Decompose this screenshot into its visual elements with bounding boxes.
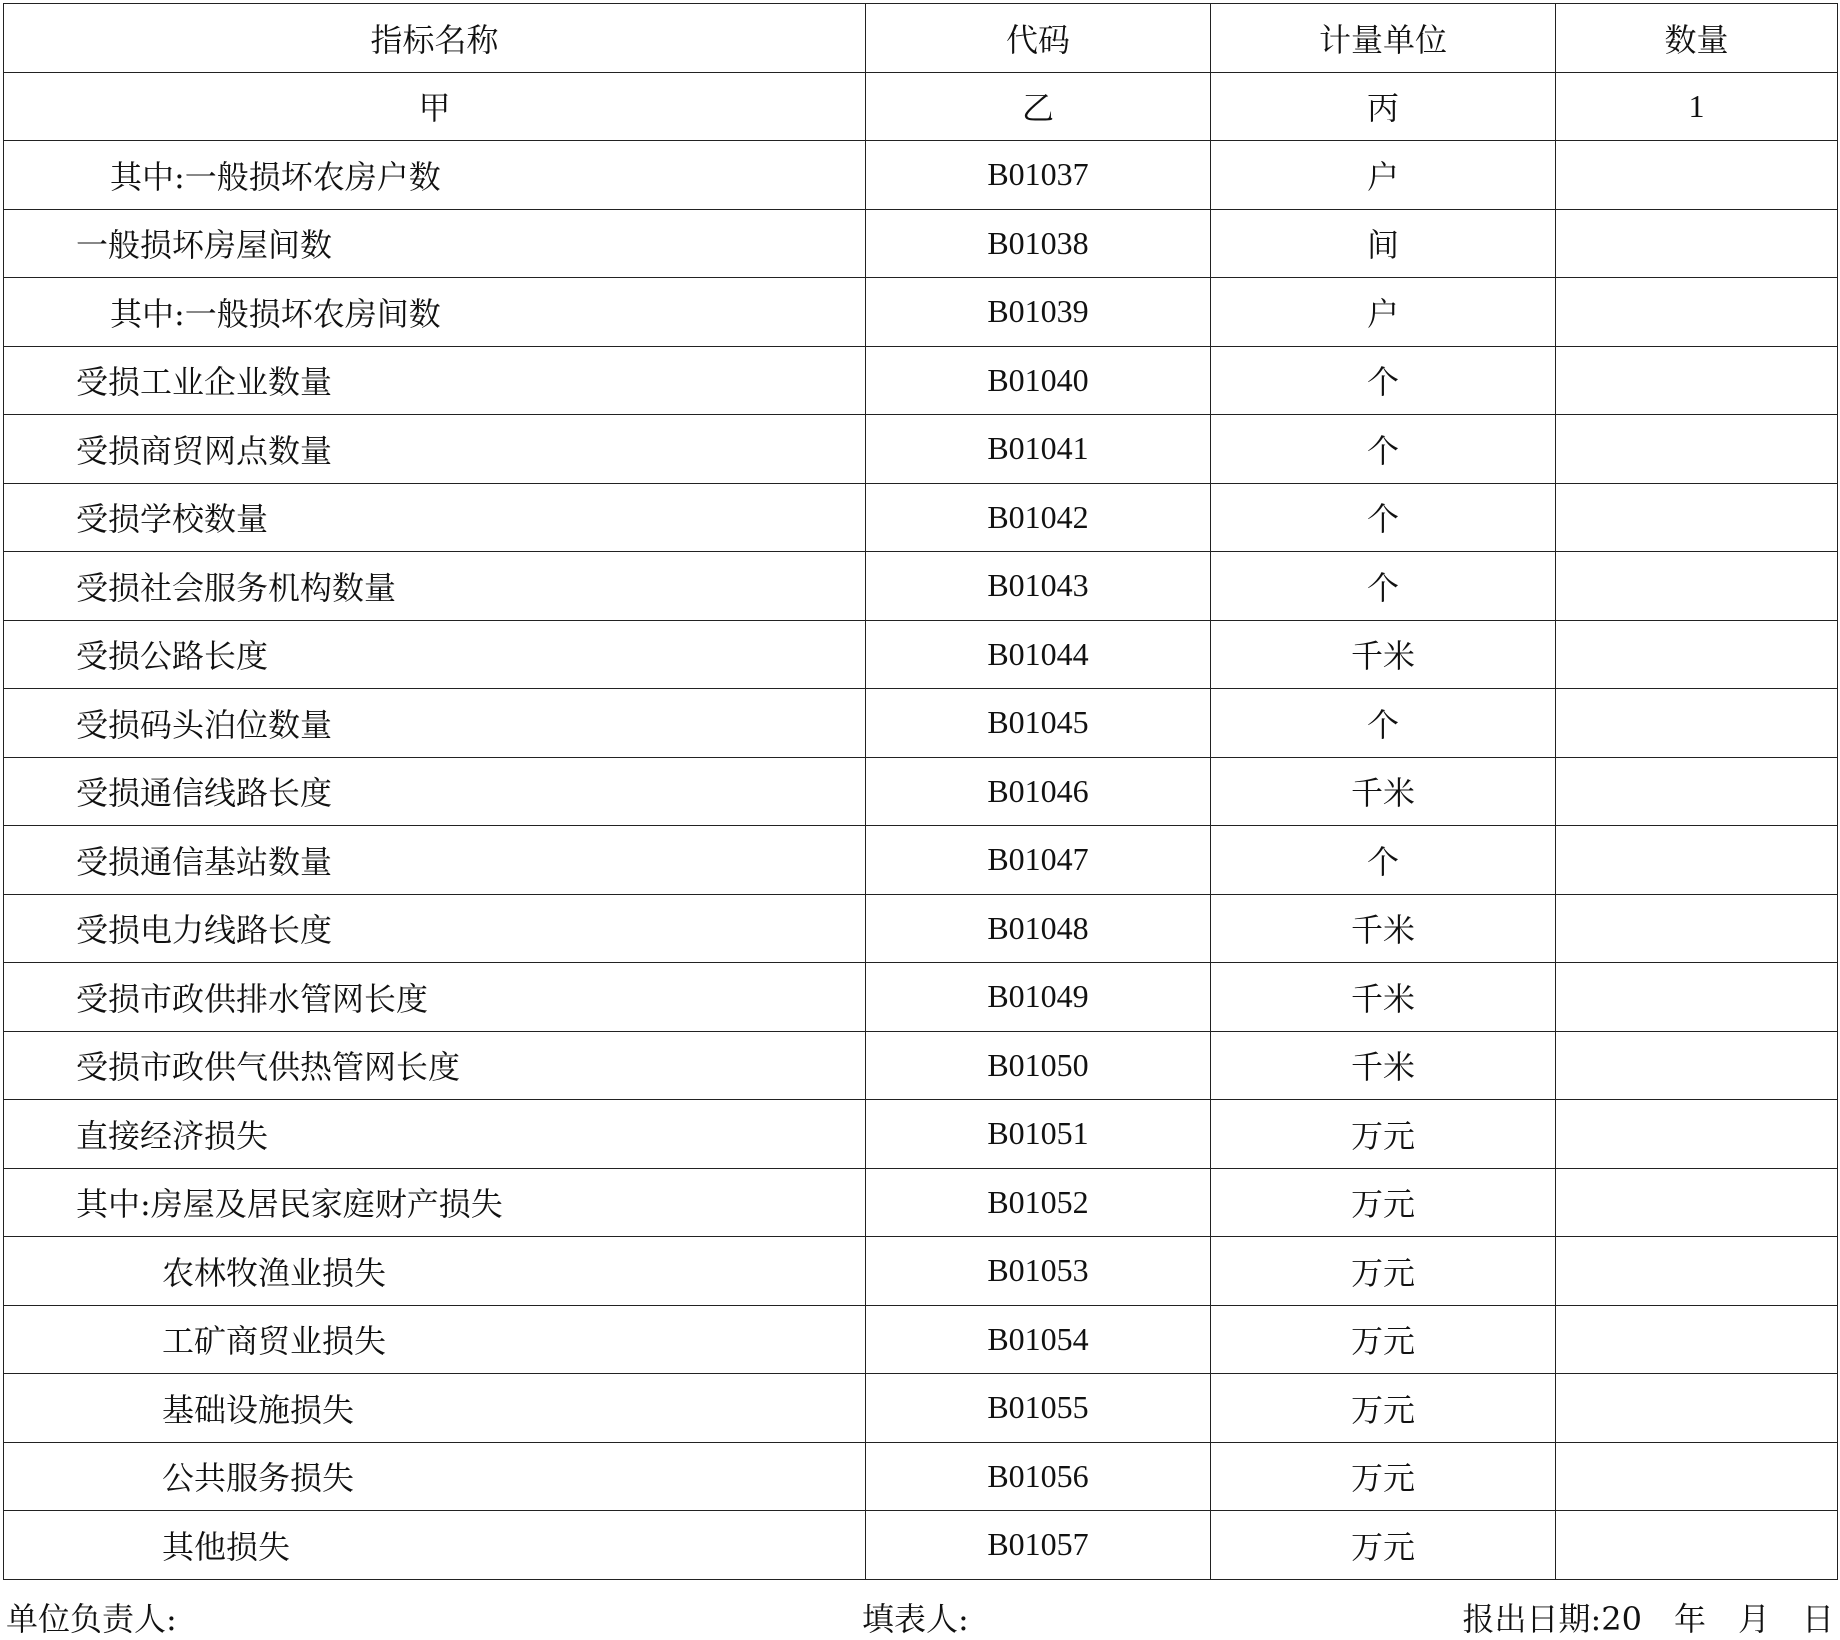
filler-label: 填表人: (862, 1600, 969, 1638)
indicator-code-cell: B01056 (866, 1442, 1211, 1511)
subheader-quantity: 1 (1556, 72, 1838, 141)
unit-cell: 个 (1211, 346, 1556, 415)
unit-cell: 万元 (1211, 1100, 1556, 1169)
indicator-name-cell: 受损通信基站数量 (4, 826, 866, 895)
quantity-cell (1556, 689, 1838, 758)
unit-cell: 户 (1211, 141, 1556, 210)
indicator-name-cell: 农林牧渔业损失 (4, 1237, 866, 1306)
indicator-code-cell: B01045 (866, 689, 1211, 758)
indicator-code-cell: B01051 (866, 1100, 1211, 1169)
quantity-cell (1556, 1511, 1838, 1580)
table-row (4, 278, 1838, 347)
indicator-name-cell: 受损商贸网点数量 (4, 415, 866, 484)
quantity-cell (1556, 483, 1838, 552)
table-row (4, 483, 1838, 552)
unit-cell: 千米 (1211, 894, 1556, 963)
table-row (4, 209, 1838, 278)
quantity-cell (1556, 894, 1838, 963)
indicator-code-cell: B01047 (866, 826, 1211, 895)
unit-cell: 万元 (1211, 1442, 1556, 1511)
table-row (4, 1374, 1838, 1443)
indicator-code-cell: B01053 (866, 1237, 1211, 1306)
unit-cell: 个 (1211, 415, 1556, 484)
unit-cell: 万元 (1211, 1237, 1556, 1306)
unit-cell: 个 (1211, 483, 1556, 552)
indicator-name-cell: 受损社会服务机构数量 (4, 552, 866, 621)
quantity-cell (1556, 346, 1838, 415)
indicator-code-cell: B01049 (866, 963, 1211, 1032)
header-code: 代码 (866, 4, 1211, 73)
indicator-code-cell: B01054 (866, 1305, 1211, 1374)
quantity-cell (1556, 620, 1838, 689)
quantity-cell (1556, 826, 1838, 895)
quantity-cell (1556, 141, 1838, 210)
header-row (4, 4, 1838, 73)
table-row (4, 1100, 1838, 1169)
quantity-cell (1556, 209, 1838, 278)
header-indicator-name: 指标名称 (4, 4, 866, 73)
indicator-name-cell: 受损码头泊位数量 (4, 689, 866, 758)
quantity-cell (1556, 1374, 1838, 1443)
form-footer (6, 1594, 1834, 1640)
indicator-name-cell: 公共服务损失 (4, 1442, 866, 1511)
indicator-name-cell: 受损市政供排水管网长度 (4, 963, 866, 1032)
indicator-name-cell: 其中:房屋及居民家庭财产损失 (4, 1168, 866, 1237)
unit-cell: 个 (1211, 552, 1556, 621)
indicator-name-cell: 其中:一般损坏农房户数 (4, 141, 866, 210)
unit-cell: 万元 (1211, 1511, 1556, 1580)
indicator-name-cell: 受损工业企业数量 (4, 346, 866, 415)
table-row (4, 1442, 1838, 1511)
table-row (4, 963, 1838, 1032)
unit-cell: 间 (1211, 209, 1556, 278)
table-row (4, 894, 1838, 963)
table-row (4, 1168, 1838, 1237)
header-quantity: 数量 (1556, 4, 1838, 73)
indicator-name-cell: 直接经济损失 (4, 1100, 866, 1169)
table-row (4, 826, 1838, 895)
quantity-cell (1556, 415, 1838, 484)
unit-cell: 千米 (1211, 757, 1556, 826)
indicator-code-cell: B01048 (866, 894, 1211, 963)
indicator-name-cell: 受损电力线路长度 (4, 894, 866, 963)
unit-cell: 万元 (1211, 1305, 1556, 1374)
quantity-cell (1556, 1305, 1838, 1374)
subheader-name: 甲 (4, 72, 866, 141)
table-row (4, 1305, 1838, 1374)
quantity-cell (1556, 1442, 1838, 1511)
unit-cell: 户 (1211, 278, 1556, 347)
table-row (4, 552, 1838, 621)
indicator-name-cell: 工矿商贸业损失 (4, 1305, 866, 1374)
indicator-code-cell: B01038 (866, 209, 1211, 278)
quantity-cell (1556, 1031, 1838, 1100)
table-row (4, 689, 1838, 758)
table-row (4, 346, 1838, 415)
indicator-name-cell: 受损学校数量 (4, 483, 866, 552)
table-row (4, 141, 1838, 210)
subheader-unit: 丙 (1211, 72, 1556, 141)
indicator-code-cell: B01050 (866, 1031, 1211, 1100)
quantity-cell (1556, 552, 1838, 621)
report-date-label: 报出日期:20 年 月 日 (1462, 1600, 1834, 1638)
indicator-name-cell: 受损市政供气供热管网长度 (4, 1031, 866, 1100)
quantity-cell (1556, 278, 1838, 347)
table-row (4, 415, 1838, 484)
statistics-table (3, 3, 1838, 1580)
table-row (4, 620, 1838, 689)
indicator-name-cell: 受损通信线路长度 (4, 757, 866, 826)
indicator-code-cell: B01037 (866, 141, 1211, 210)
indicator-code-cell: B01055 (866, 1374, 1211, 1443)
unit-cell: 千米 (1211, 620, 1556, 689)
header-unit: 计量单位 (1211, 4, 1556, 73)
table-row (4, 757, 1838, 826)
indicator-code-cell: B01044 (866, 620, 1211, 689)
indicator-name-cell: 一般损坏房屋间数 (4, 209, 866, 278)
subheader-code: 乙 (866, 72, 1211, 141)
unit-cell: 万元 (1211, 1374, 1556, 1443)
quantity-cell (1556, 1168, 1838, 1237)
unit-head-label: 单位负责人: (6, 1600, 177, 1638)
quantity-cell (1556, 757, 1838, 826)
indicator-code-cell: B01042 (866, 483, 1211, 552)
unit-cell: 千米 (1211, 963, 1556, 1032)
table-row (4, 1237, 1838, 1306)
indicator-code-cell: B01057 (866, 1511, 1211, 1580)
indicator-name-cell: 其他损失 (4, 1511, 866, 1580)
table-row (4, 1511, 1838, 1580)
unit-cell: 万元 (1211, 1168, 1556, 1237)
indicator-code-cell: B01040 (866, 346, 1211, 415)
unit-cell: 千米 (1211, 1031, 1556, 1100)
indicator-name-cell: 受损公路长度 (4, 620, 866, 689)
indicator-name-cell: 基础设施损失 (4, 1374, 866, 1443)
quantity-cell (1556, 1237, 1838, 1306)
indicator-code-cell: B01039 (866, 278, 1211, 347)
subheader-row (4, 72, 1838, 141)
indicator-code-cell: B01041 (866, 415, 1211, 484)
indicator-code-cell: B01043 (866, 552, 1211, 621)
indicator-code-cell: B01052 (866, 1168, 1211, 1237)
unit-cell: 个 (1211, 826, 1556, 895)
quantity-cell (1556, 963, 1838, 1032)
unit-cell: 个 (1211, 689, 1556, 758)
quantity-cell (1556, 1100, 1838, 1169)
table-row (4, 1031, 1838, 1100)
indicator-name-cell: 其中:一般损坏农房间数 (4, 278, 866, 347)
indicator-code-cell: B01046 (866, 757, 1211, 826)
